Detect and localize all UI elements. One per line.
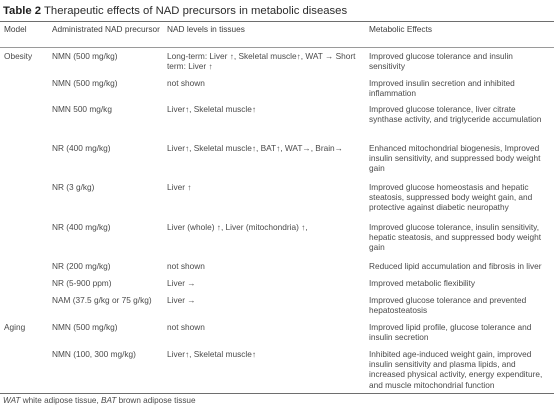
- cell-effects: Improved glucose homeostasis and hepatic steatosis, suppressed body weight gain, and protective against diabetic neuropathy: [369, 182, 533, 213]
- header-model: Model: [4, 24, 27, 34]
- cell-model: Obesity: [4, 51, 33, 61]
- cell-nad-levels: Liver ↑: [167, 182, 192, 192]
- cell-effects: Improved lipid profile, glucose tolerance and insulin secretion: [369, 322, 532, 343]
- bottom-rule: [0, 393, 554, 394]
- cell-effects: Improved metabolic flexibility: [369, 278, 476, 288]
- cell-effects: Reduced lipid accumulation and fibrosis in liver: [369, 261, 542, 271]
- footnote-wat-text: white adipose tissue,: [20, 396, 101, 405]
- cell-nad-levels: Liver↑, Skeletal muscle↑: [167, 349, 256, 359]
- footnote-wat-abbr: WAT: [3, 396, 21, 405]
- cell-precursor: NR (200 mg/kg): [52, 261, 111, 271]
- top-rule: [0, 21, 554, 22]
- cell-precursor: NMN (500 mg/kg): [52, 51, 118, 61]
- cell-nad-levels: Liver →: [167, 278, 196, 288]
- footnote-bat-abbr: BAT: [101, 396, 117, 405]
- cell-precursor: NMN 500 mg/kg: [52, 104, 112, 114]
- cell-nad-levels: Liver↑, Skeletal muscle↑: [167, 104, 256, 114]
- table-footnote: [3, 396, 196, 406]
- cell-effects: Improved glucose tolerance, liver citrate synthase activity, and triglyceride accumulation: [369, 104, 542, 125]
- cell-nad-levels: not shown: [167, 261, 205, 271]
- table-title-text: Therapeutic effects of NAD precursors in metabolic diseases: [44, 5, 348, 17]
- footnote-bat-text: brown adipose tissue: [116, 396, 196, 405]
- cell-effects: Improved insulin secretion and inhibited inflammation: [369, 78, 515, 99]
- cell-precursor: NR (3 g/kg): [52, 182, 95, 192]
- cell-nad-levels: Long-term: Liver ↑, Skeletal muscle↑, WAT → Short term: Liver ↑: [167, 51, 356, 72]
- cell-nad-levels: Liver (whole) ↑, Liver (mitochondria) ↑,: [167, 222, 308, 232]
- cell-precursor: NR (400 mg/kg): [52, 222, 111, 232]
- cell-precursor: NR (400 mg/kg): [52, 143, 111, 153]
- cell-effects: Improved glucose tolerance and insulin sensitivity: [369, 51, 513, 72]
- cell-precursor: NMN (500 mg/kg): [52, 78, 118, 88]
- cell-effects: Improved glucose tolerance and prevented hepatosteatosis: [369, 295, 527, 316]
- table-title: [3, 4, 347, 18]
- cell-nad-levels: Liver →: [167, 295, 196, 305]
- cell-effects: Inhibited age-induced weight gain, improved insulin sensitivity and plasma lipids, and increased physical activity, energy expenditure, and muscle mitochondrial function: [369, 349, 543, 390]
- cell-precursor: NMN (100, 300 mg/kg): [52, 349, 136, 359]
- header-precursor: Administrated NAD precursor: [52, 24, 160, 34]
- cell-precursor: NMN (500 mg/kg): [52, 322, 118, 332]
- cell-model: Aging: [4, 322, 26, 332]
- header-rule: [0, 47, 554, 48]
- table-label: Table 2: [3, 5, 42, 17]
- header-nad-levels: NAD levels in tissues: [167, 24, 245, 34]
- cell-effects: Improved glucose tolerance, insulin sensitivity, hepatic steatosis, and suppressed body weight gain: [369, 222, 542, 253]
- cell-effects: Enhanced mitochondrial biogenesis, Improved insulin sensitivity, and suppressed body weight gain: [369, 143, 541, 174]
- cell-precursor: NAM (37.5 g/kg or 75 g/kg): [52, 295, 152, 305]
- cell-nad-levels: Liver↑, Skeletal muscle↑, BAT↑, WAT→, Brain→: [167, 143, 343, 153]
- cell-nad-levels: not shown: [167, 322, 205, 332]
- header-metabolic-effects: Metabolic Effects: [369, 24, 433, 34]
- cell-nad-levels: not shown: [167, 78, 205, 88]
- cell-precursor: NR (5-900 ppm): [52, 278, 112, 288]
